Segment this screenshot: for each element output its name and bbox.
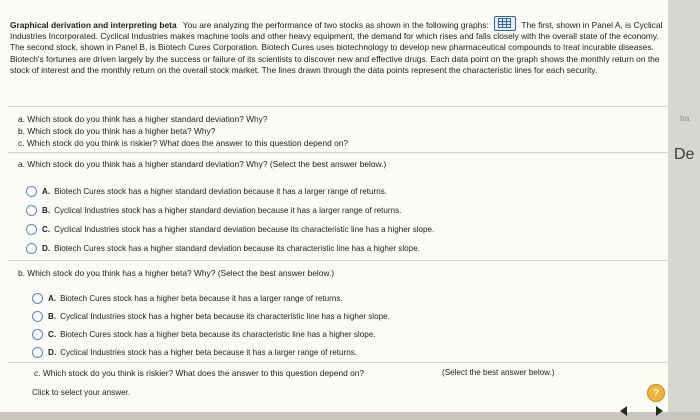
option-text: Cyclical Industries stock has a higher beta because it has a larger range of returns.	[60, 348, 358, 357]
option-letter: A.	[42, 187, 51, 196]
divider	[8, 152, 668, 153]
edge-text-fragment: tra	[680, 114, 690, 123]
option-letter: B.	[42, 206, 51, 215]
option-text: Cyclical Industries stock has a higher standard deviation because its characteristic line has a higher slope.	[54, 225, 435, 234]
bottom-edge-strip	[0, 412, 700, 420]
edge-text-fragment: De	[674, 146, 695, 163]
question-a: a. Which stock do you think has a higher standard deviation? Why?	[18, 114, 268, 124]
divider	[8, 362, 668, 363]
radio-button[interactable]	[26, 224, 37, 235]
divider	[8, 106, 668, 107]
radio-button[interactable]	[26, 243, 37, 254]
part-a-option-b[interactable]	[26, 205, 401, 216]
table-grid-icon[interactable]	[494, 16, 516, 31]
radio-button[interactable]	[32, 347, 43, 358]
part-b-option-b[interactable]	[32, 311, 390, 322]
help-icon[interactable]: ?	[647, 384, 665, 402]
part-c-prompt: c. Which stock do you think is riskier? What does the answer to this question depend on?	[34, 368, 365, 378]
radio-button[interactable]	[26, 186, 37, 197]
question-c: c. Which stock do you think is riskier? What does the answer to this question depend on?	[18, 138, 349, 148]
option-text: Biotech Cures stock has a higher standard deviation because its characteristic line has a higher slope.	[54, 244, 420, 253]
intro-text-rest: The first, shown in Panel A, is Cyclical Industries Incorporated. Cyclical Industries makes machine tools and other heavy equipment, the demand for which rises and falls closely with the overall state of the economy. The second stock, shown in Panel B, is Biotech Cures Corporation. Biotech Cures uses biotechnology to develop new pharmaceutical compounds to treat incurable diseases. Biotech's fortunes are driven largely by the success or failure of its scientists to discover new and effective drugs. Each data point on the graph shows the monthly return on the stock of interest and the monthly return on the overall stock market. The lines drawn through the data points represent the characteristic lines for each security.	[10, 20, 663, 75]
part-b-option-d[interactable]	[32, 347, 357, 358]
option-text: Biotech Cures stock has a higher standard deviation because it has a larger range of returns.	[54, 187, 388, 196]
radio-button[interactable]	[26, 205, 37, 216]
intro-text-start: You are analyzing the performance of two stocks as shown in the following graphs:	[182, 20, 489, 30]
radio-button[interactable]	[32, 293, 43, 304]
radio-button[interactable]	[32, 311, 43, 322]
click-to-select-answer[interactable]: Click to select your answer.	[32, 388, 131, 397]
option-letter: D.	[48, 348, 57, 357]
question-list	[18, 113, 348, 149]
part-b-prompt: b. Which stock do you think has a higher beta? Why? (Select the best answer below.)	[18, 268, 335, 278]
option-text: Cyclical Industries stock has a higher beta because its characteristic line has a higher slope.	[60, 312, 390, 321]
part-c-note: (Select the best answer below.)	[442, 368, 555, 377]
option-letter: D.	[42, 244, 51, 253]
option-letter: B.	[48, 312, 57, 321]
part-a-option-c[interactable]	[26, 224, 434, 235]
radio-button[interactable]	[32, 329, 43, 340]
option-text: Cyclical Industries stock has a higher standard deviation because it has a larger range of returns.	[54, 206, 402, 215]
option-letter: A.	[48, 294, 57, 303]
question-b: b. Which stock do you think has a higher beta? Why?	[18, 126, 216, 136]
part-a-option-a[interactable]	[26, 186, 387, 197]
part-a-option-d[interactable]	[26, 243, 420, 254]
previous-arrow-icon[interactable]	[620, 406, 627, 416]
option-letter: C.	[48, 330, 57, 339]
intro-title: Graphical derivation and interpreting beta	[10, 20, 177, 30]
part-a-prompt: a. Which stock do you think has a higher standard deviation? Why? (Select the best answer below.)	[18, 159, 387, 169]
intro-paragraph	[10, 16, 670, 76]
table-grid-icon-glyph	[498, 18, 511, 28]
part-b-option-c[interactable]	[32, 329, 375, 340]
part-b-option-a[interactable]	[32, 293, 343, 304]
right-edge-strip	[668, 0, 700, 420]
option-text: Biotech Cures stock has a higher beta because it has a larger range of returns.	[60, 294, 343, 303]
option-letter: C.	[42, 225, 51, 234]
divider	[8, 260, 668, 261]
option-text: Biotech Cures stock has a higher beta because its characteristic line has a higher slope.	[60, 330, 376, 339]
next-arrow-icon[interactable]	[656, 406, 663, 416]
